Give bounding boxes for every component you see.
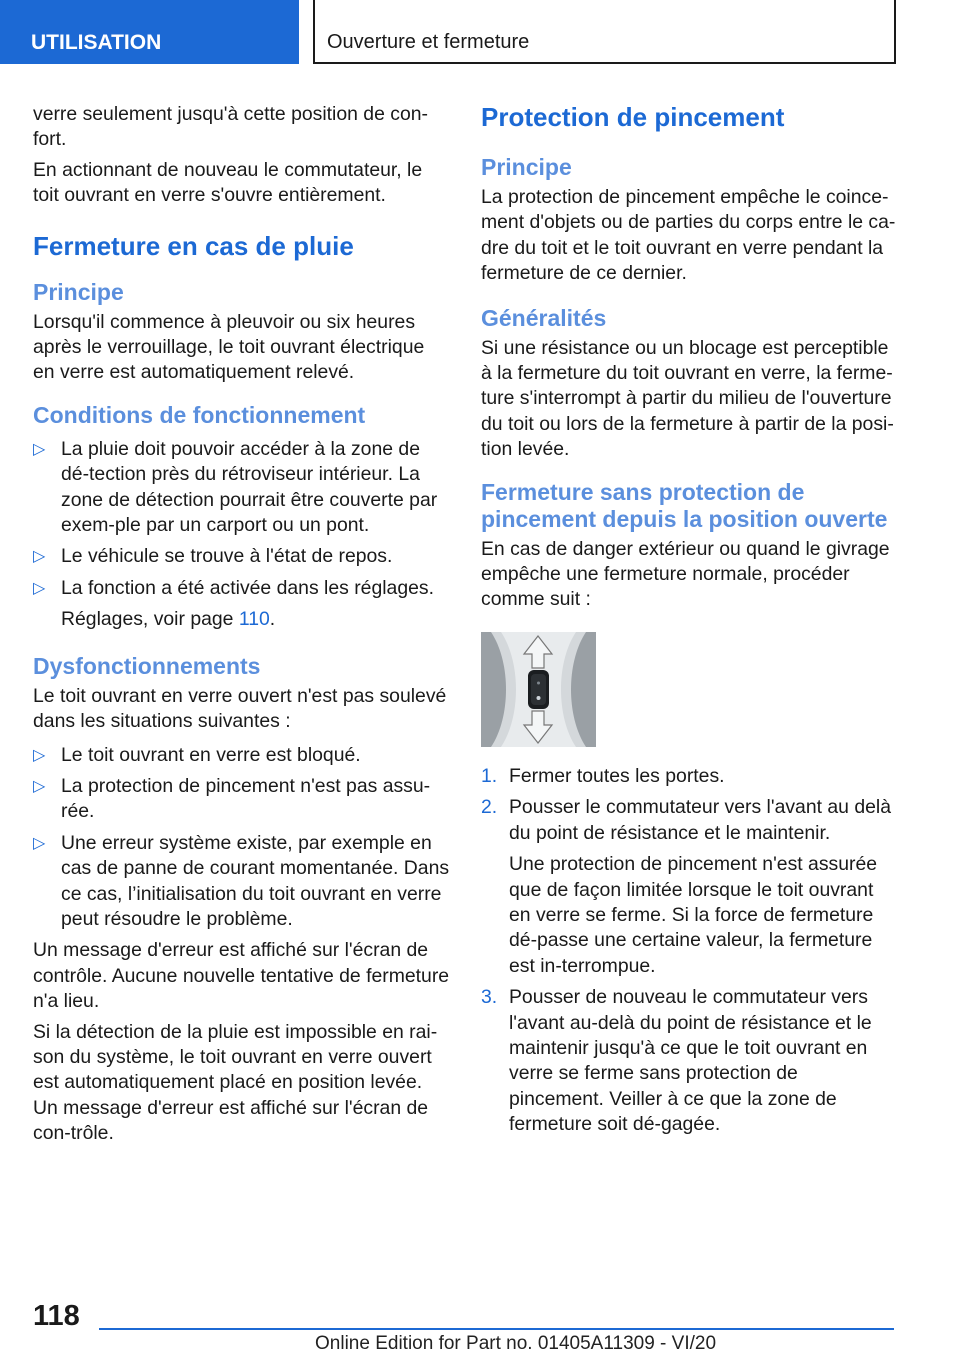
paragraph: Si la détection de la pluie est impossible en rai-son du système, le toit ouvrant en verre ouvert est automatiquement placé en position levée. Un message d'erreur est affiché sur l'écran de con-trôle. — [33, 1020, 438, 1145]
footer-divider — [99, 1328, 894, 1330]
steps-list — [481, 764, 897, 1138]
paragraph: Un message d'erreur est affiché sur l'écran de contrôle. Aucune nouvelle tentative de fermeture n'a lieu. — [33, 939, 450, 1013]
settings-reference: Réglages, voir page 110. — [61, 608, 276, 631]
list-item: 2. Pousser le commutateur vers l'avant au delà du point de résistance et le maintenir. Une protection de pincement n'est assurée que de façon limitée lorsque le toit ouvrant en verre se ferme. Si la force de fermeture dé-passe une certaine valeur, la fermeture est in-terrompue. — [481, 795, 897, 979]
list-item: ▷ La protection de pincement n'est pas assu-rée. — [33, 774, 431, 823]
bullet-triangle-icon: ▷ — [33, 834, 46, 852]
paragraph: Si une résistance ou un blocage est perceptible à la fermeture du toit ouvrant en verre, la ferme-ture s'interrompt à partir du milieu de l'ouverture du toit ou lors de la fermeture à partir de la posi-tion levée. — [481, 336, 894, 461]
chapter-title: Ouverture et fermeture — [313, 0, 896, 64]
subheading-conditions: Conditions de fonctionnement — [33, 401, 366, 428]
paragraph: En actionnant de nouveau le commutateur, le toit ouvrant en verre s'ouvre entièrement. — [33, 158, 423, 207]
list-item: ▷ La fonction a été activée dans les réglages. — [33, 576, 451, 601]
paragraph: En cas de danger extérieur ou quand le givrage empêche une fermeture normale, procéder comme suit : — [481, 537, 890, 611]
subheading-dysfonctionnements: Dysfonctionnements — [33, 652, 261, 679]
section-heading-protection: Protection de pincement — [481, 102, 785, 132]
paragraph: Le toit ouvrant en verre ouvert n'est pas soulevé dans les situations suivantes : — [33, 684, 447, 733]
step-note: Une protection de pincement n'est assurée que de façon limitée lorsque le toit ouvrant en verre se ferme. Si la force de fermeture dé-passe une certaine valeur, la fermeture est in-terrompue. — [509, 853, 878, 977]
list-item: ▷ Le véhicule se trouve à l'état de repos. — [33, 544, 451, 569]
edition-note: Online Edition for Part no. 01405A11309 - VI/20 — [315, 1333, 717, 1354]
list-item: ▷ Le toit ouvrant en verre est bloqué. — [33, 743, 451, 768]
left-column — [33, 102, 451, 1152]
bullet-triangle-icon: ▷ — [33, 579, 46, 597]
bullet-triangle-icon: ▷ — [33, 746, 46, 764]
bullet-triangle-icon: ▷ — [33, 548, 46, 566]
paragraph: verre seulement jusqu'à cette position de con-fort. — [33, 103, 428, 151]
section-tab: UTILISATION — [0, 0, 299, 64]
page-number: 118 — [33, 1300, 80, 1332]
subheading-principe: Principe — [481, 154, 572, 180]
list-item: 1. Fermer toutes les portes. — [481, 764, 725, 787]
page-link[interactable]: 110 — [238, 608, 270, 631]
paragraph: Lorsqu'il commence à pleuvoir ou six heures après le verrouillage, le toit ouvrant électrique en verre est automatiquement relevé. — [33, 310, 425, 384]
subheading-principe: Principe — [33, 278, 124, 305]
subheading-generalites: Généralités — [481, 304, 607, 331]
right-column — [481, 102, 897, 1144]
subheading-sans-protection: Fermeture sans protection de pincement depuis la position ouverte — [481, 478, 888, 532]
paragraph: La protection de pincement empêche le coince-ment d'objets ou de parties du corps entre le ca-dre du toit et le toit ouvrant en verre pendant la fermeture de ce dernier. — [481, 186, 896, 285]
list-item: ▷ La pluie doit pouvoir accéder à la zone de dé-tection près du rétroviseur intérieur. La zone de détection pourrait être couverte par exem-ple par un carport ou un pont. — [33, 437, 438, 537]
list-item: 3. Pousser de nouveau le commutateur vers l'avant au-delà du point de résistance et le maintenir jusqu'à ce que le toit ouvrant en verre se ferme sans protection de pincement. Veiller à ce que la zone de fermeture soit dé-gagée. — [481, 986, 872, 1136]
dysfunctions-list — [33, 743, 451, 933]
conditions-list — [33, 437, 451, 601]
roof-switch-image — [481, 632, 596, 747]
bullet-triangle-icon: ▷ — [33, 777, 46, 795]
list-item: ▷ Une erreur système existe, par exemple en cas de panne de courant momentanée. Dans ce cas, l’initialisation du toit ouvrant en verre peut résoudre le problème. — [33, 831, 450, 930]
section-heading-rain: Fermeture en cas de pluie — [33, 230, 354, 261]
bullet-triangle-icon: ▷ — [33, 440, 46, 458]
